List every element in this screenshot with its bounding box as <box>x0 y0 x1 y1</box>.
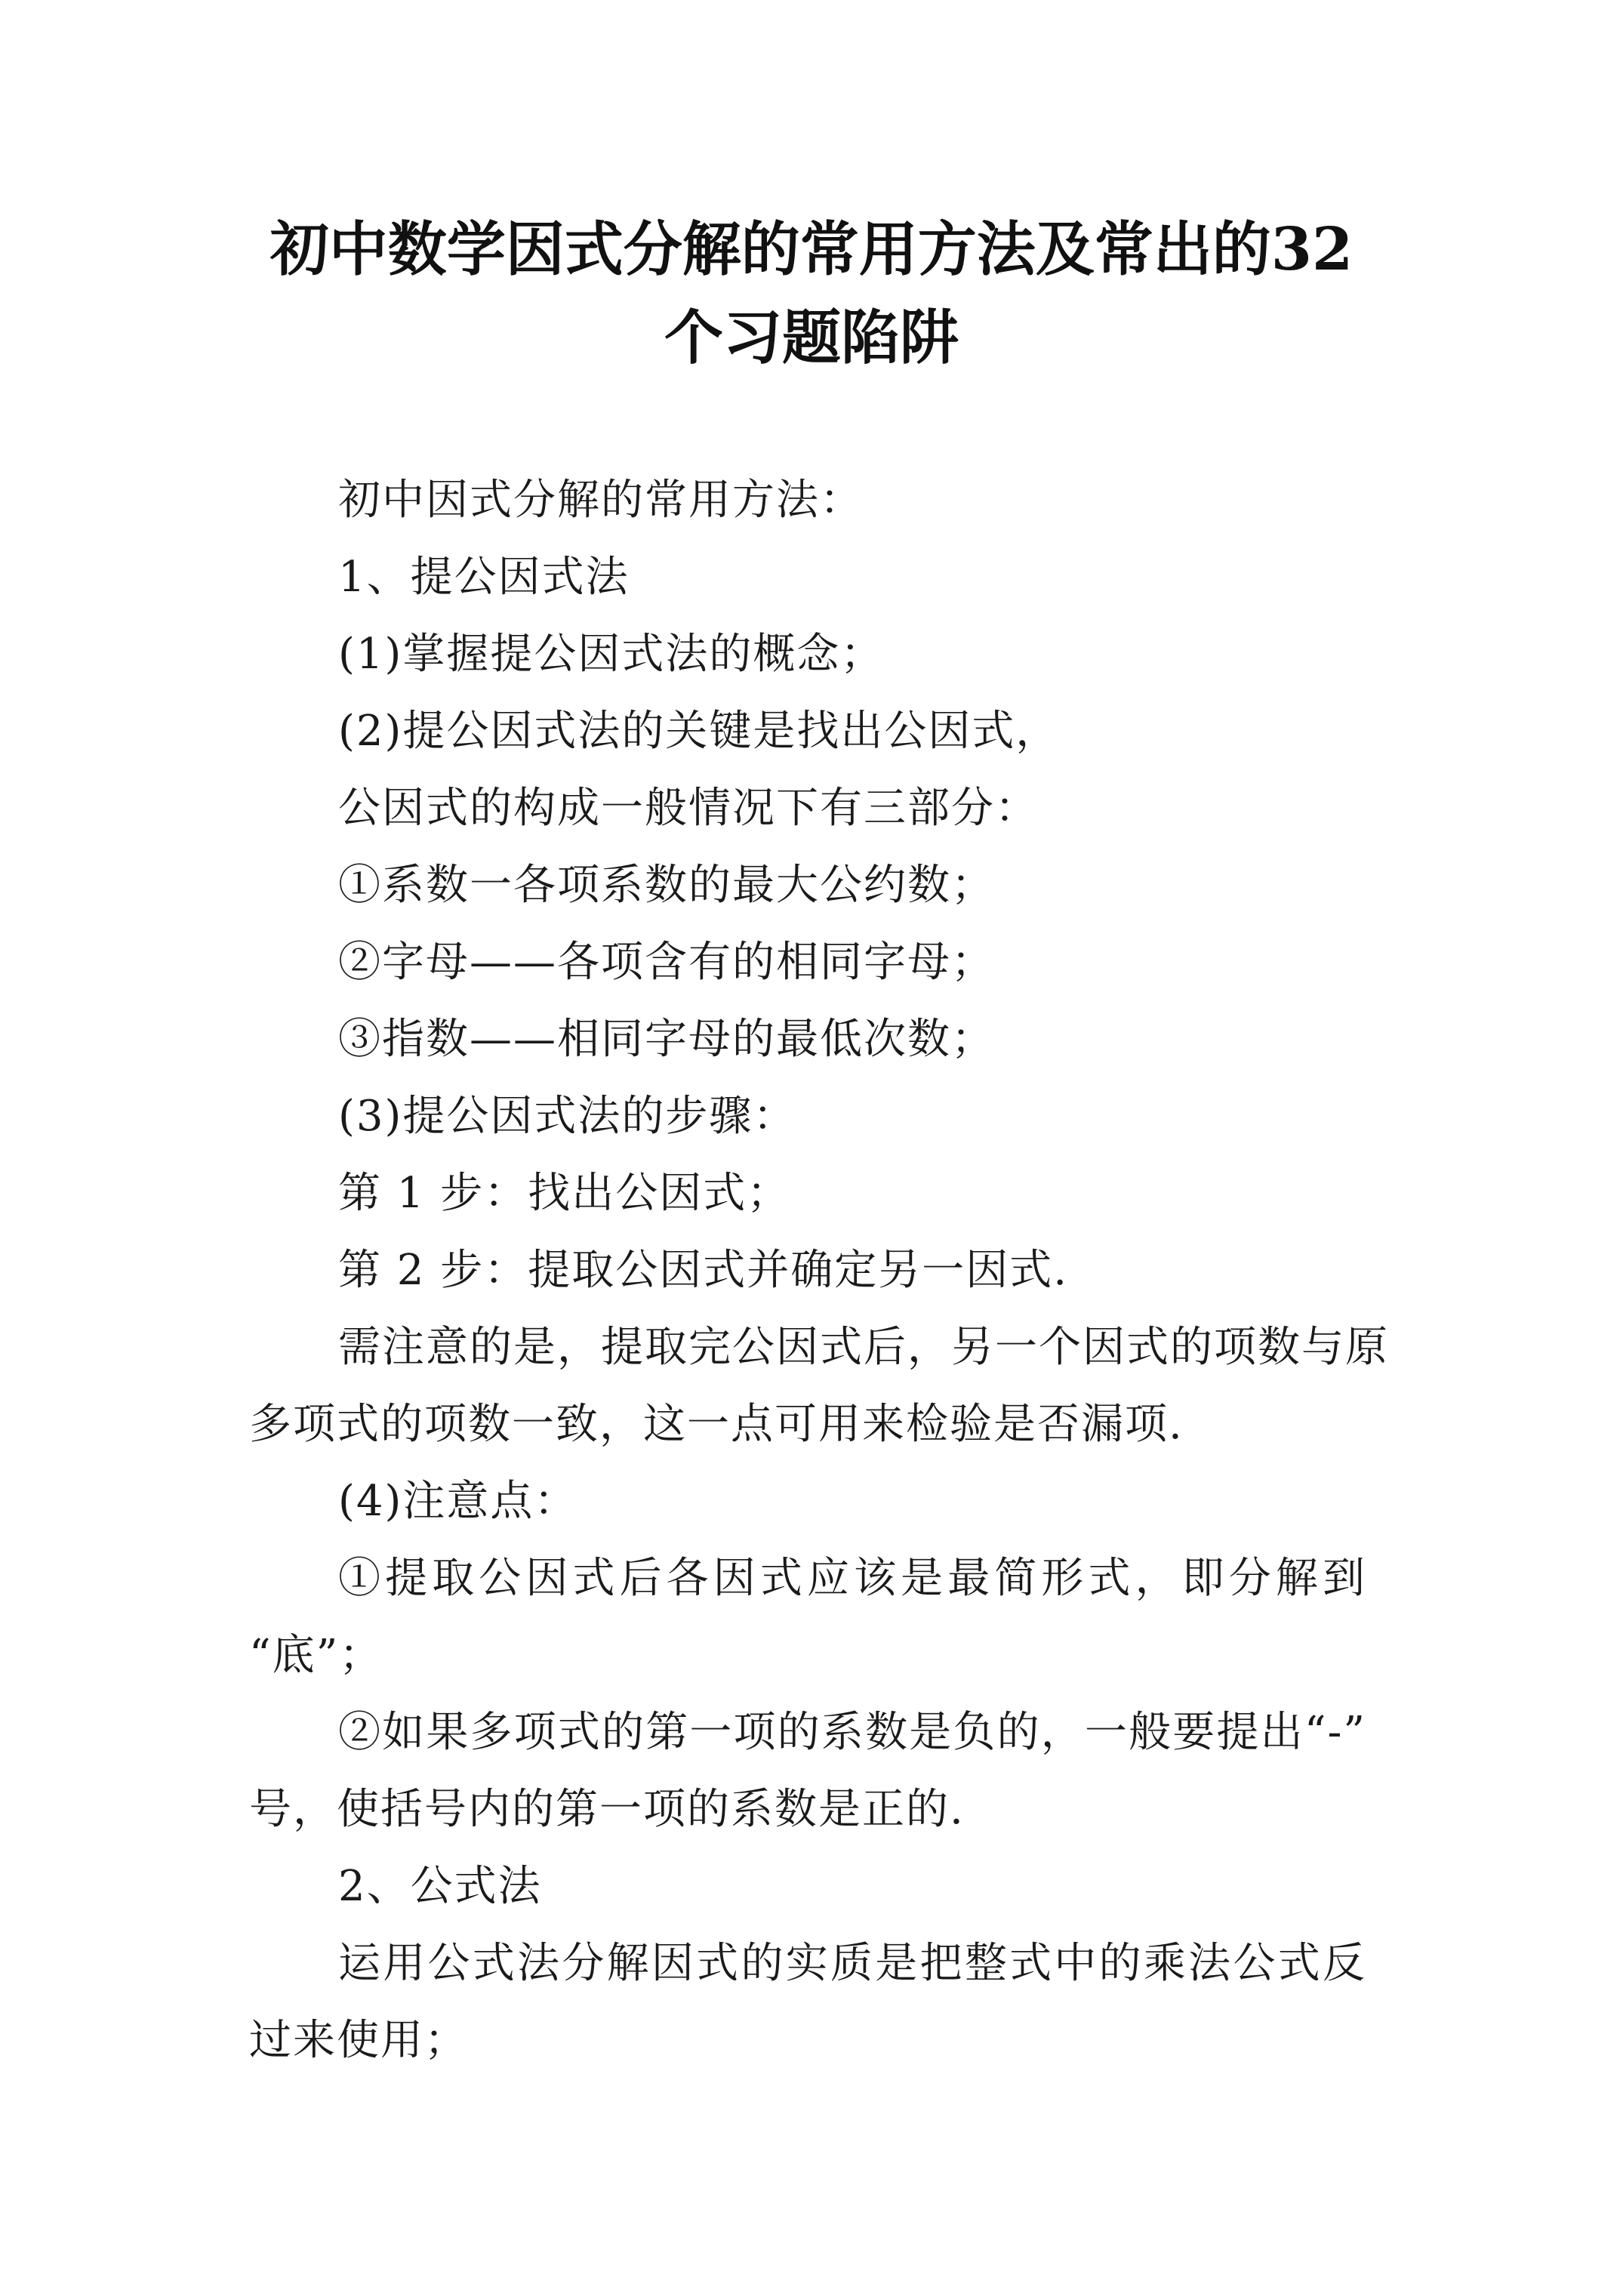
list-item: ③指数——相同字母的最低次数； <box>338 1015 995 1064</box>
paragraph-line: 多项式的项数一致，这一点可用来检验是否漏项. <box>249 1400 1184 1449</box>
list-item: (3)提公因式法的步骤： <box>338 1092 797 1141</box>
list-item: 第 2 步：提取公因式并确定另一因式. <box>338 1246 1069 1295</box>
list-item: (1)掌握提公因式法的概念； <box>338 630 885 679</box>
list-item: (4)注意点： <box>338 1477 578 1526</box>
paragraph-line: 过来使用； <box>249 2016 468 2065</box>
paragraph-line: ②如果多项式的第一项的系数是负的，一般要提出“-” <box>338 1708 1366 1757</box>
paragraph-intro: 初中因式分解的常用方法： <box>338 476 864 525</box>
list-item: ②字母——各项含有的相同字母； <box>338 938 995 987</box>
list-item: ①系数一各项系数的最大公约数； <box>338 861 995 910</box>
paragraph-line: “底”； <box>249 1631 383 1680</box>
paragraph: 公因式的构成一般情况下有三部分： <box>338 784 1039 833</box>
document-title-line-2: 个习题陷阱 <box>664 304 959 372</box>
list-item: 第 1 步：找出公因式； <box>338 1169 791 1218</box>
list-item: (2)提公因式法的关键是找出公因式， <box>338 707 1060 756</box>
paragraph-line: ①提取公因式后各因式应该是最简形式，即分解到 <box>338 1554 1366 1603</box>
document-title-line-1: 初中数学因式分解的常用方法及常出的32 <box>269 215 1354 284</box>
paragraph-line: 需注意的是，提取完公因式后，另一个因式的项数与原 <box>338 1323 1389 1372</box>
section-heading-1: 1、提公因式法 <box>338 553 630 602</box>
section-heading-2: 2、公式法 <box>338 1862 542 1911</box>
paragraph-line: 运用公式法分解因式的实质是把整式中的乘法公式反 <box>338 1939 1366 1988</box>
paragraph-line: 号，使括号内的第一项的系数是正的. <box>249 1785 965 1834</box>
